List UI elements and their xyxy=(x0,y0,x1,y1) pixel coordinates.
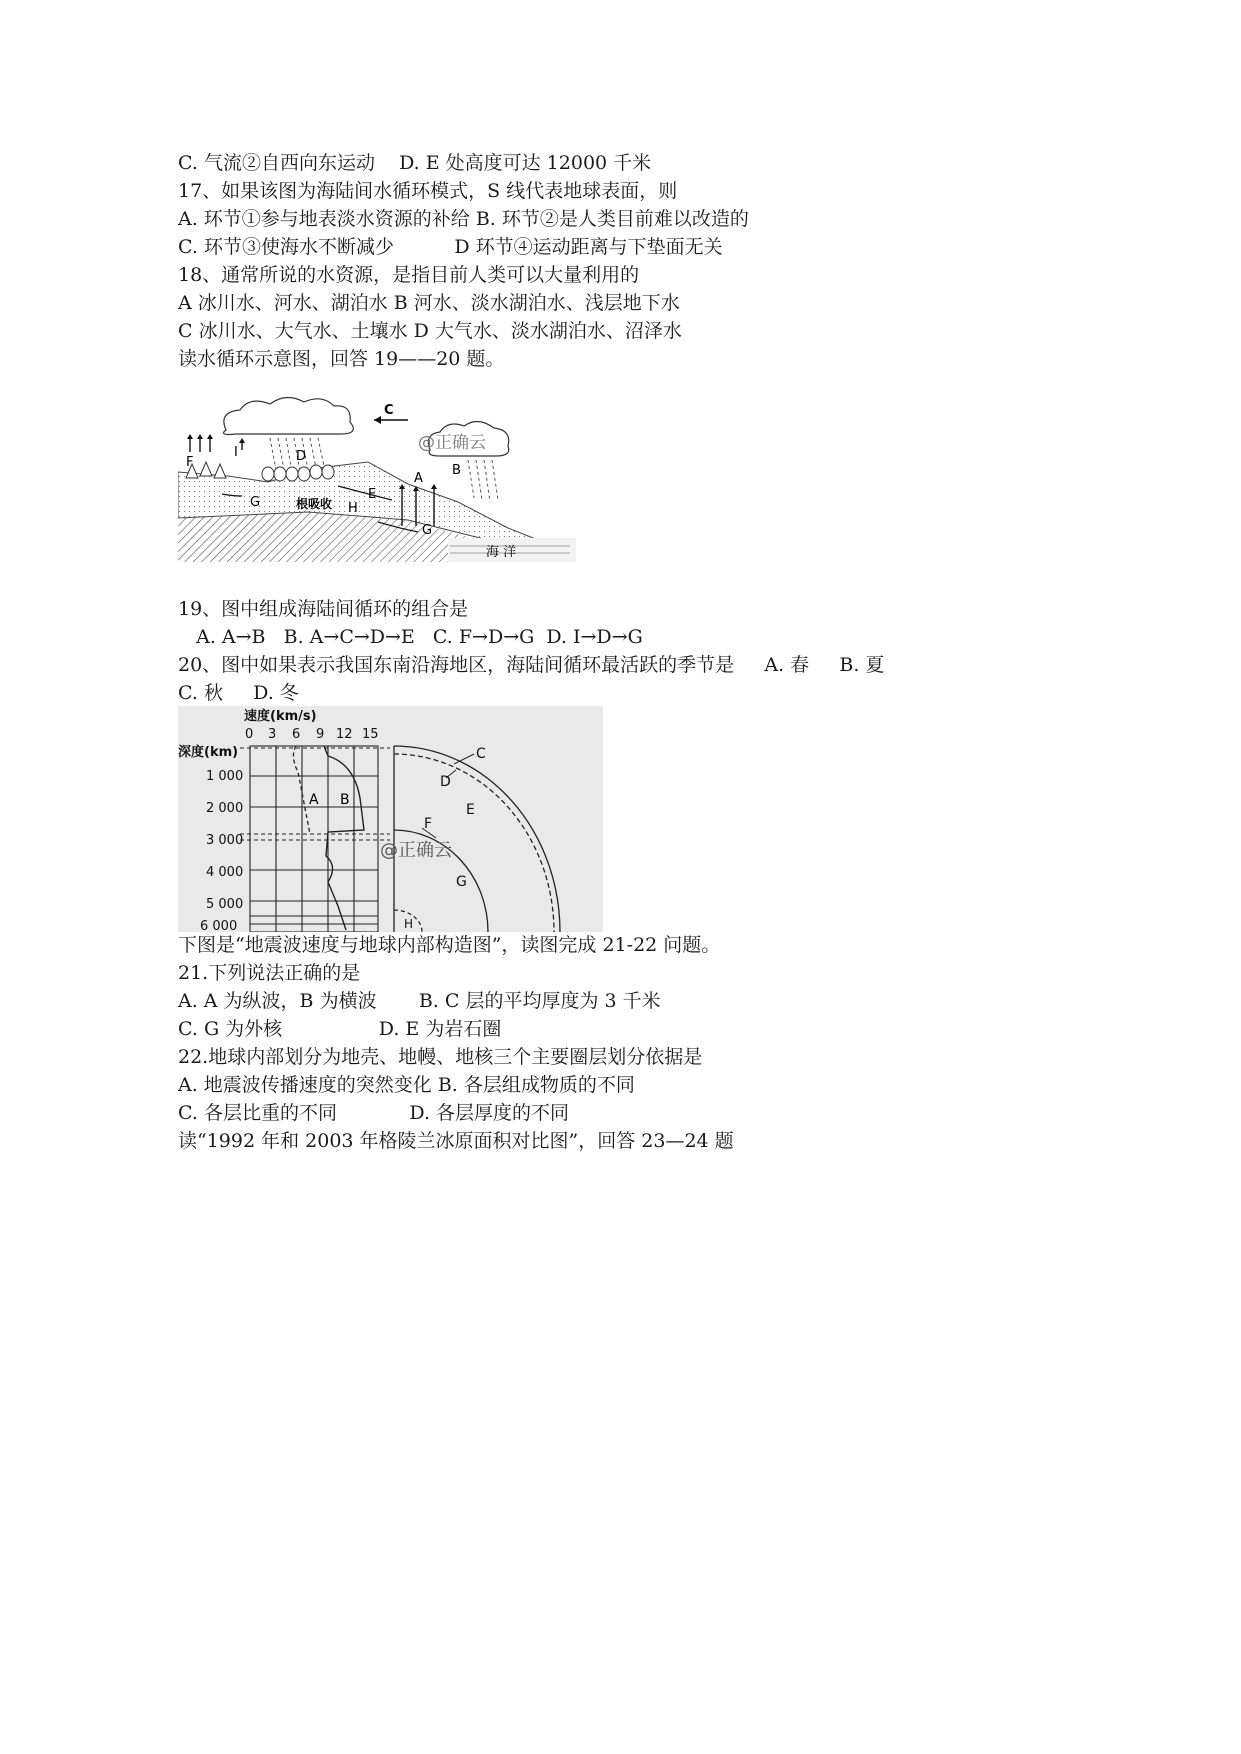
curve-label-b: B xyxy=(340,792,350,808)
question-21: 21.下列说法正确的是 xyxy=(178,962,361,984)
label-i: I xyxy=(234,445,238,460)
water-cycle-figure xyxy=(178,390,576,562)
question-22: 22.地球内部划分为地壳、地幔、地核三个主要圈层划分依据是 xyxy=(178,1046,703,1068)
layer-label-g: G xyxy=(456,874,467,890)
speed-tick: 6 xyxy=(292,727,301,742)
layer-label-e: E xyxy=(466,802,475,818)
speed-axis-title: 速度(km/s) xyxy=(244,709,317,724)
speed-tick: 15 xyxy=(362,727,379,742)
curve-label-a: A xyxy=(309,792,319,808)
layer-label-c: C xyxy=(476,746,486,762)
seismic-wave-figure xyxy=(178,706,603,932)
option-line: A. 环节①参与地表淡水资源的补给 B. 环节②是人类目前难以改造的 xyxy=(178,208,749,230)
label-root-absorb: 根吸收 xyxy=(296,497,333,511)
layer-label-h: H xyxy=(404,917,414,931)
label-b: B xyxy=(452,463,461,478)
option-line: A 冰川水、河水、湖泊水 B 河水、淡水湖泊水、浅层地下水 xyxy=(178,292,680,314)
label-d: D xyxy=(296,449,307,464)
speed-tick: 12 xyxy=(336,727,353,742)
layer-label-d: D xyxy=(440,774,451,790)
figure-intro: 读“1992 年和 2003 年格陵兰冰原面积对比图”，回答 23—24 题 xyxy=(178,1130,734,1152)
label-g-left: G xyxy=(250,495,261,510)
figure-intro: 下图是“地震波速度与地球内部构造图”，读图完成 21-22 问题。 xyxy=(178,934,721,956)
option-line: A. A 为纵波，B 为横波 B. C 层的平均厚度为 3 千米 xyxy=(178,990,661,1012)
option-line: C. 各层比重的不同 D. 各层厚度的不同 xyxy=(178,1102,570,1124)
label-c: C xyxy=(384,403,394,418)
option-line: A. 地震波传播速度的突然变化 B. 各层组成物质的不同 xyxy=(178,1074,635,1096)
depth-tick: 4 000 xyxy=(206,865,244,880)
option-line: C. G 为外核 D. E 为岩石圈 xyxy=(178,1018,502,1040)
label-a: A xyxy=(414,471,423,486)
layer-label-f: F xyxy=(424,816,433,832)
question-17: 17、如果该图为海陆间水循环模式，S 线代表地球表面，则 xyxy=(178,180,678,202)
speed-tick: 3 xyxy=(268,727,277,742)
label-f: F xyxy=(186,455,194,470)
watermark: @正确云 xyxy=(418,433,486,453)
label-h: H xyxy=(348,501,358,516)
option-line: C. 秋 D. 冬 xyxy=(178,682,299,704)
depth-axis-title: 深度(km) xyxy=(178,745,239,760)
question-18: 18、通常所说的水资源，是指目前人类可以大量利用的 xyxy=(178,264,640,286)
option-line: C. 环节③使海水不断减少 D 环节④运动距离与下垫面无关 xyxy=(178,236,723,258)
option-line: C 冰川水、大气水、土壤水 D 大气水、淡水湖泊水、沼泽水 xyxy=(178,320,682,342)
option-line: A. A→B B. A→C→D→E C. F→D→G D. I→D→G xyxy=(178,626,643,648)
depth-tick: 2 000 xyxy=(206,801,244,816)
speed-tick: 0 xyxy=(245,727,254,742)
label-ocean: 海 洋 xyxy=(486,545,517,560)
label-e: E xyxy=(368,487,377,502)
question-20: 20、图中如果表示我国东南沿海地区，海陆间循环最活跃的季节是 A. 春 B. 夏 xyxy=(178,654,885,676)
depth-tick: 6 000 xyxy=(200,919,238,932)
text-line: C. 气流②自西向东运动 D. E 处高度可达 12000 千米 xyxy=(178,152,652,174)
depth-tick: 1 000 xyxy=(206,769,244,784)
depth-tick: 5 000 xyxy=(206,897,244,912)
depth-tick: 3 000 xyxy=(206,833,244,848)
speed-tick: 9 xyxy=(316,727,325,742)
watermark: @正确云 xyxy=(380,840,452,861)
figure-intro: 读水循环示意图，回答 19——20 题。 xyxy=(178,348,505,370)
label-g-right: G xyxy=(422,523,433,538)
question-19: 19、图中组成海陆间循环的组合是 xyxy=(178,598,469,620)
